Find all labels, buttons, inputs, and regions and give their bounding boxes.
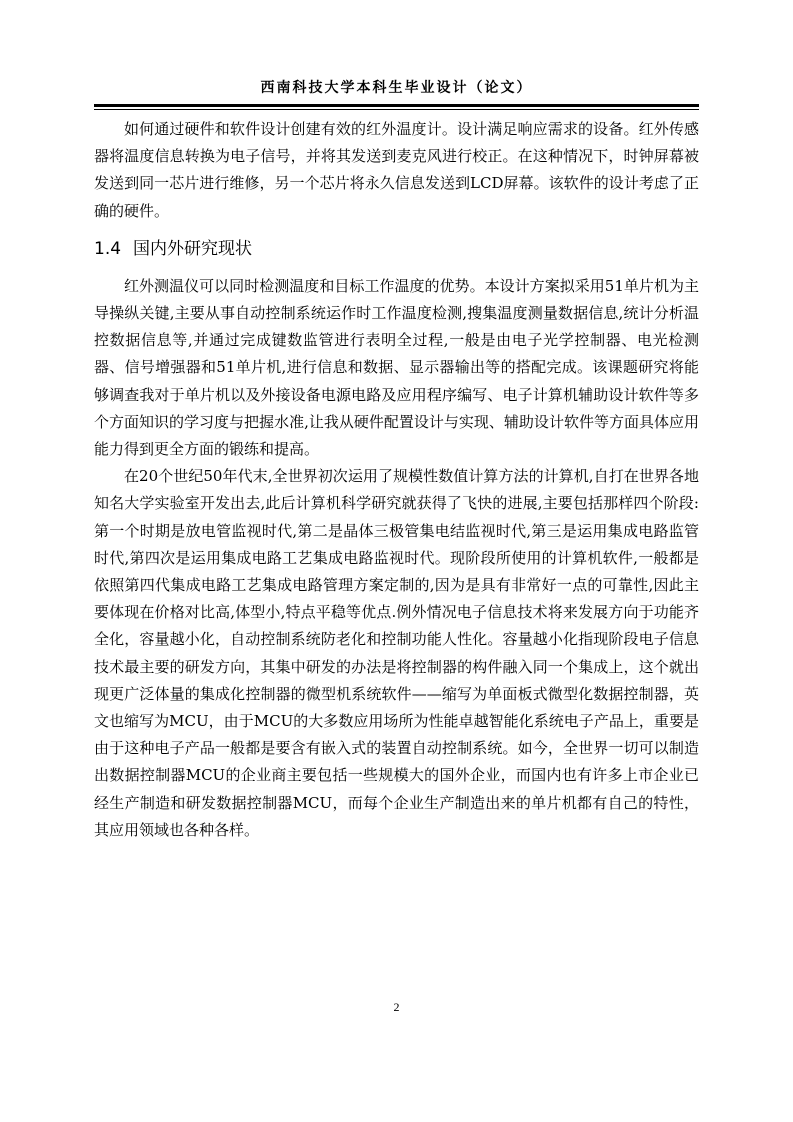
body-content — [94, 116, 699, 844]
header-rule-thick — [94, 104, 699, 107]
section-title: 国内外研究现状 — [133, 238, 253, 259]
section-number: 1.4 — [94, 238, 122, 259]
section-paragraph-2: 在20个世纪50年代末,全世界初次运用了规模性数值计算方法的计算机,自打在世界各地知名大学实验室开发出去,此后计算机科学研究就获得了飞快的进展,主要包括那样四个阶段:第一个时期是放电管监视时代,第二是晶体三极管集电结监视时代,第三是运用集成电路监管时代,第四次是运用集成电路工艺集成电路监视时代。现阶段所使用的计算机软件,一般都是依照第四代集成电路工艺集成电路管理方案定制的,因为是具有非常好一点的可靠性,因此主要体现在价格对比高,体型小,特点平稳等优点.例外情况电子信息技术将来发展方向于功能齐全化，容量越小化，自动控制系统防老化和控制功能人性化。容量越小化指现阶段电子信息技术最主要的研发方向，其集中研发的办法是将控制器的构件融入同一个集成上，这个就出现更广泛体量的集成化控制器的微型机系统软件——缩写为单面板式微型化数据控制器，英文也缩写为MCU，由于MCU的大多数应用场所为性能卓越智能化系统电子产品上，重要是由于这种电子产品一般都是要含有嵌入式的装置自动控制系统。如今，全世界一切可以制造出数据控制器MCU的企业商主要包括一些规模大的国外企业，而国内也有许多上市企业已经生产制造和研发数据控制器MCU，而每个企业生产制造出来的单片机都有自己的特性，其应用领域也各种各样。 — [94, 467, 699, 839]
section-paragraph-1: 红外测温仪可以同时检测温度和目标工作温度的优势。本设计方案拟采用51单片机为主导操纵关键,主要从事自动控制系统运作时工作温度检测,搜集温度测量数据信息,统计分析温控数据信息等,并通过完成键数监管进行表明全过程,一般是由电子光学控制器、电光检测器、信号增强器和51单片机,进行信息和数据、显示器输出等的搭配完成。该课题研究将能够调查我对于单片机以及外接设备电源电路及应用程序编写、电子计算机辅助设计软件等多个方面知识的学习度与把握水准,让我从硬件配置设计与实现、辅助设计软件等方面具体应用能力得到更全方面的锻练和提高。 — [94, 276, 699, 459]
header-rule-thin — [94, 109, 699, 110]
page-number: 2 — [393, 1000, 400, 1014]
intro-paragraph: 如何通过硬件和软件设计创建有效的红外温度计。设计满足响应需求的设备。红外传感器将温度信息转换为电子信号，并将其发送到麦克风进行校正。在这种情况下，时钟屏幕被发送到同一芯片进行维修，另一个芯片将永久信息发送到LCD屏幕。该软件的设计考虑了正确的硬件。 — [94, 120, 699, 220]
running-header-title: 西南科技大学本科生毕业设计（论文） — [260, 80, 533, 96]
section-heading — [94, 235, 699, 263]
